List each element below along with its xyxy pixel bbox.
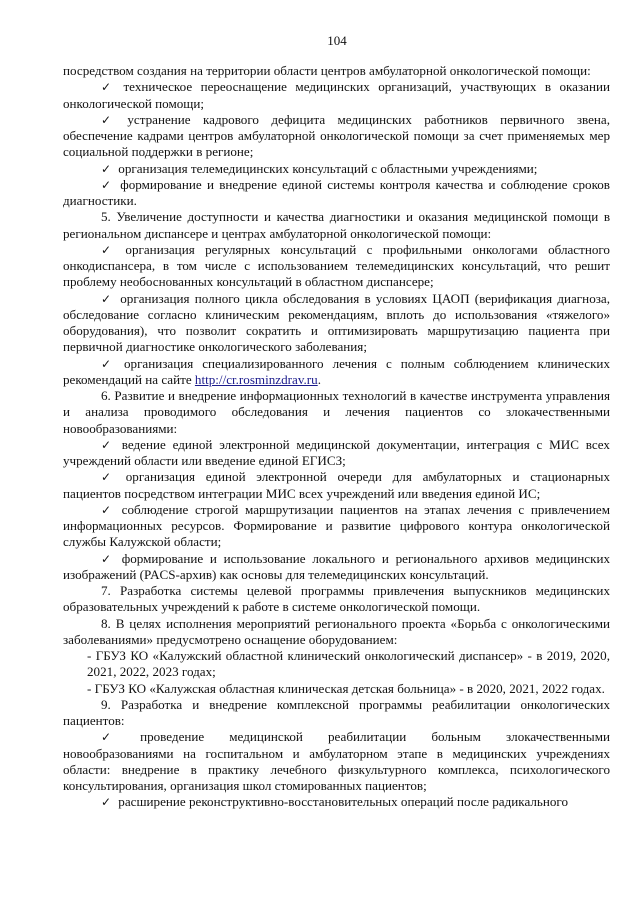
bullet-text: формирование и использование локального и регионального архивов медицинских изображений (PACS-архив) как основы для телемедицинских консультаций. xyxy=(63,550,610,582)
checkmark-icon: ✓ xyxy=(101,177,112,192)
page-number: 104 xyxy=(327,33,347,48)
paragraph-intro: посредством создания на территории области центров амбулаторной онкологической помощи: xyxy=(63,63,591,78)
checkmark-icon: ✓ xyxy=(101,242,112,257)
bullet-item xyxy=(63,291,610,356)
checkmark-icon: ✓ xyxy=(101,112,112,127)
section-heading-8: 8. В целях исполнения мероприятий регионального проекта «Борьба с онкологическими заболеваниями» предусмотрено оснащение оборудованием: xyxy=(63,615,610,647)
bullet-item xyxy=(63,502,610,551)
checkmark-icon: ✓ xyxy=(101,502,112,517)
bullet-item xyxy=(63,794,610,810)
bullet-item xyxy=(63,161,610,177)
dash-item: - ГБУЗ КО «Калужский областной клинический онкологический диспансер» - в 2019, 2020, 2021, 2022, 2023 годах; xyxy=(87,648,610,680)
checkmark-icon: ✓ xyxy=(101,291,112,306)
checkmark-icon: ✓ xyxy=(101,437,112,452)
bullet-item xyxy=(63,729,610,794)
bullet-item xyxy=(63,469,610,502)
bullet-item xyxy=(63,551,610,584)
checkmark-icon: ✓ xyxy=(101,795,112,810)
checkmark-icon: ✓ xyxy=(101,80,112,95)
section-heading-6: 6. Развитие и внедрение информационных технологий в качестве инструмента управления и анализа проводимого обследования и лечения пациентов со злокачественными новообразованиями: xyxy=(63,388,610,436)
dash-item: - ГБУЗ КО «Калужская областная клиническая детская больница» - в 2020, 2021, 2022 годах. xyxy=(87,680,605,696)
bullet-item xyxy=(63,437,610,470)
bullet-text: организация единой электронной очереди для амбулаторных и стационарных пациентов посредством интеграции МИС всех учреждений или введения единой ИС; xyxy=(63,469,610,501)
bullet-text: техническое переоснащение медицинских организаций, участвующих в оказании онкологической помощи; xyxy=(63,79,610,111)
bullet-text: расширение реконструктивно-восстановительных операций после радикального xyxy=(118,794,569,810)
bullet-text: соблюдение строгой маршрутизации пациентов на этапах лечения с привлечением информационных ресурсов. Формирование и развитие цифрового контура онкологической службы Калужской области; xyxy=(63,501,610,550)
bullet-item xyxy=(63,112,610,161)
bullet-text: организация телемедицинских консультаций с областными учреждениями; xyxy=(118,160,538,176)
checkmark-icon: ✓ xyxy=(101,356,112,371)
checkmark-icon: ✓ xyxy=(101,551,112,566)
bullet-text: организация регулярных консультаций с профильными онкологами областного онкодиспансера, в том числе с использованием телемедицинских консультаций, что решит проблему необоснованных консультаций в областном диспансере; xyxy=(63,241,610,290)
bullet-text-end: . xyxy=(317,371,321,387)
rosminzdrav-link[interactable]: http://cr.rosminzdrav.ru xyxy=(194,371,318,387)
section-heading-7: 7. Разработка системы целевой программы привлечения выпускников медицинских образовательных учреждений к работе в системе онкологической помощи. xyxy=(63,583,610,615)
bullet-item xyxy=(63,79,610,112)
section-heading-9: 9. Разработка и внедрение комплексной программы реабилитации онкологических пациентов: xyxy=(63,696,610,728)
bullet-item xyxy=(63,356,610,389)
bullet-text: проведение медицинской реабилитации больным злокачественными новообразованиями на госпитальном и амбулаторном этапе в медицинских учреждениях области: внедрение в практику лечебного физкультурного комплекса, психологического консультирования, организация школ стомированных пациентов; xyxy=(63,729,610,793)
bullet-item xyxy=(63,177,610,210)
bullet-text: организация специализированного лечения с полным соблюдением клинических рекомендаций на сайте xyxy=(63,355,610,387)
bullet-text: формирование и внедрение единой системы контроля качества и соблюдение сроков диагностики. xyxy=(63,176,610,208)
checkmark-icon: ✓ xyxy=(101,470,112,485)
bullet-item xyxy=(63,242,610,291)
section-heading-5: 5. Увеличение доступности и качества диагностики и оказания медицинской помощи в региональном диспансере и центрах амбулаторной онкологической помощи: xyxy=(63,209,610,241)
checkmark-icon: ✓ xyxy=(101,730,112,745)
bullet-text: организация полного цикла обследования в условиях ЦАОП (верификация диагноза, обследование согласно клиническим рекомендациям, вплоть до использования «тяжелого» оборудования), что позволит сократить и оптимизировать маршрутизацию пациента при первичной диагностике онкологического заболевания; xyxy=(63,290,610,355)
checkmark-icon: ✓ xyxy=(101,161,112,176)
bullet-text: ведение единой электронной медицинской документации, интеграция с МИС всех учреждений области или введение единой ЕГИСЗ; xyxy=(63,436,610,468)
bullet-text: устранение кадрового дефицита медицинских работников первичного звена, обеспечение кадрами центров амбулаторной онкологической помощи за счет применяемых мер социальной поддержки в регионе; xyxy=(63,111,610,160)
